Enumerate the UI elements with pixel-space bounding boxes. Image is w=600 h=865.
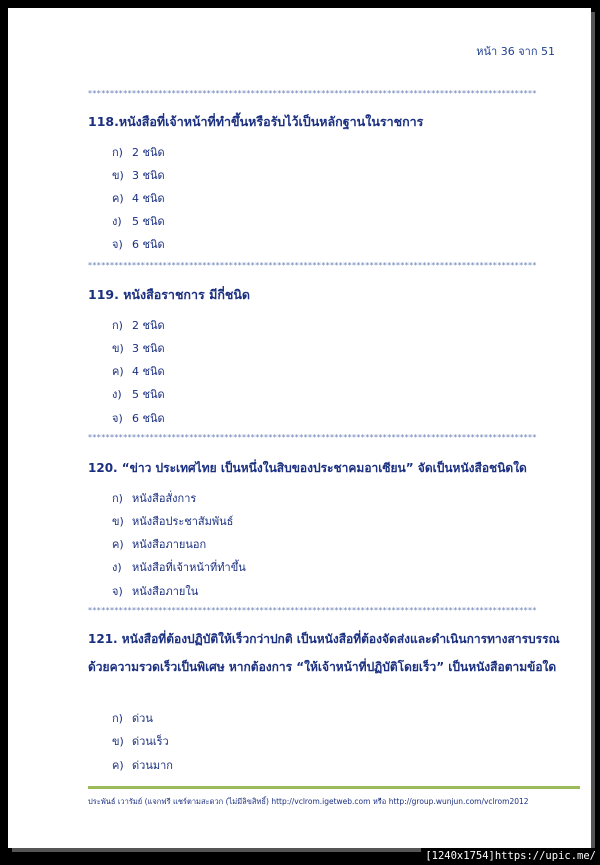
option-label: จ) <box>112 585 123 598</box>
footer-divider <box>88 786 580 789</box>
option <box>112 712 153 726</box>
option <box>112 319 165 333</box>
option-text: 6 ชนิด <box>132 238 165 251</box>
option <box>112 388 165 402</box>
option-label: จ) <box>112 238 123 251</box>
separator: ****************************************************************************************************** <box>88 262 537 270</box>
option-text: หนังสือภายใน <box>132 585 199 598</box>
separator: ****************************************************************************************************** <box>88 607 537 615</box>
option-label: ข) <box>112 169 124 182</box>
page-number: หน้า 36 จาก 51 <box>476 45 555 58</box>
option <box>112 538 206 552</box>
option <box>112 146 165 160</box>
option-label: ข) <box>112 515 124 528</box>
separator: ****************************************************************************************************** <box>88 434 537 442</box>
option-label: ง) <box>112 561 122 574</box>
option-text: หนังสือภายนอก <box>132 538 207 551</box>
option-text: 6 ชนิด <box>132 412 165 425</box>
option-text: ด่วนมาก <box>132 759 173 772</box>
option-label: จ) <box>112 412 123 425</box>
option <box>112 215 165 229</box>
option-text: 2 ชนิด <box>132 319 165 332</box>
page-shadow <box>591 12 595 852</box>
option-label: ก) <box>112 712 123 725</box>
option-label: ก) <box>112 146 123 159</box>
question-118: 118.หนังสือที่เจ้าหน้าที่ทำขึ้นหรือรับไว้เป็นหลักฐานในราชการ <box>88 114 424 129</box>
option <box>112 585 198 599</box>
option-label: ข) <box>112 735 124 748</box>
option <box>112 192 165 206</box>
option-label: ก) <box>112 492 123 505</box>
watermark-text: [1240x1754]https://upic.me/ <box>421 848 600 865</box>
option-text: หนังสือที่เจ้าหน้าที่ทำขึ้น <box>132 561 246 574</box>
option <box>112 492 196 506</box>
option <box>112 342 165 356</box>
option-text: ด่วนเร็ว <box>132 735 169 748</box>
option-label: ค) <box>112 538 124 551</box>
option-label: ค) <box>112 759 124 772</box>
option-label: ก) <box>112 319 123 332</box>
option-text: 4 ชนิด <box>132 192 165 205</box>
option <box>112 238 165 252</box>
question-120: 120. “ข่าว ประเทศไทย เป็นหนึ่งในสิบของประชาคมอาเซียน” จัดเป็นหนังสือชนิดใด <box>88 461 527 475</box>
option-label: ค) <box>112 192 124 205</box>
option-text: 4 ชนิด <box>132 365 165 378</box>
option <box>112 365 165 379</box>
option <box>112 515 233 529</box>
question-121: 121. หนังสือที่ต้องปฏิบัติให้เร็วกว่าปกติ เป็นหนังสือที่ต้องจัดส่งและดำเนินการทางสารบรรณด้วยความรวดเร็วเป็นพิเศษ หากต้องการ “ให้เจ้าหน้าที่ปฏิบัติโดยเร็ว” เป็นหนังสือตามข้อใด <box>88 632 560 674</box>
option-text: 3 ชนิด <box>132 342 165 355</box>
option-label: ง) <box>112 215 122 228</box>
option-text: 2 ชนิด <box>132 146 165 159</box>
option-text: 5 ชนิด <box>132 388 165 401</box>
option-text: 3 ชนิด <box>132 169 165 182</box>
option-text: ด่วน <box>132 712 153 725</box>
option <box>112 735 169 749</box>
option-text: 5 ชนิด <box>132 215 165 228</box>
footer-text: ประพันธ์ เวารัมย์ (แจกฟรี แชร์ตามสะดวก (ไม่มีลิขสิทธิ์) http://vclrom.igetweb.com หรือ http://group.wunjun.com/vclrom2012 <box>88 797 529 806</box>
option-text: หนังสือประชาสัมพันธ์ <box>132 515 234 528</box>
document-page <box>8 8 591 848</box>
option <box>112 412 165 426</box>
option <box>112 561 246 575</box>
option-label: ง) <box>112 388 122 401</box>
option-label: ค) <box>112 365 124 378</box>
option-text: หนังสือสั่งการ <box>132 492 197 505</box>
option <box>112 169 165 183</box>
separator: ****************************************************************************************************** <box>88 90 537 98</box>
option <box>112 759 173 773</box>
option-label: ข) <box>112 342 124 355</box>
question-119: 119. หนังสือราชการ มีกี่ชนิด <box>88 287 251 302</box>
